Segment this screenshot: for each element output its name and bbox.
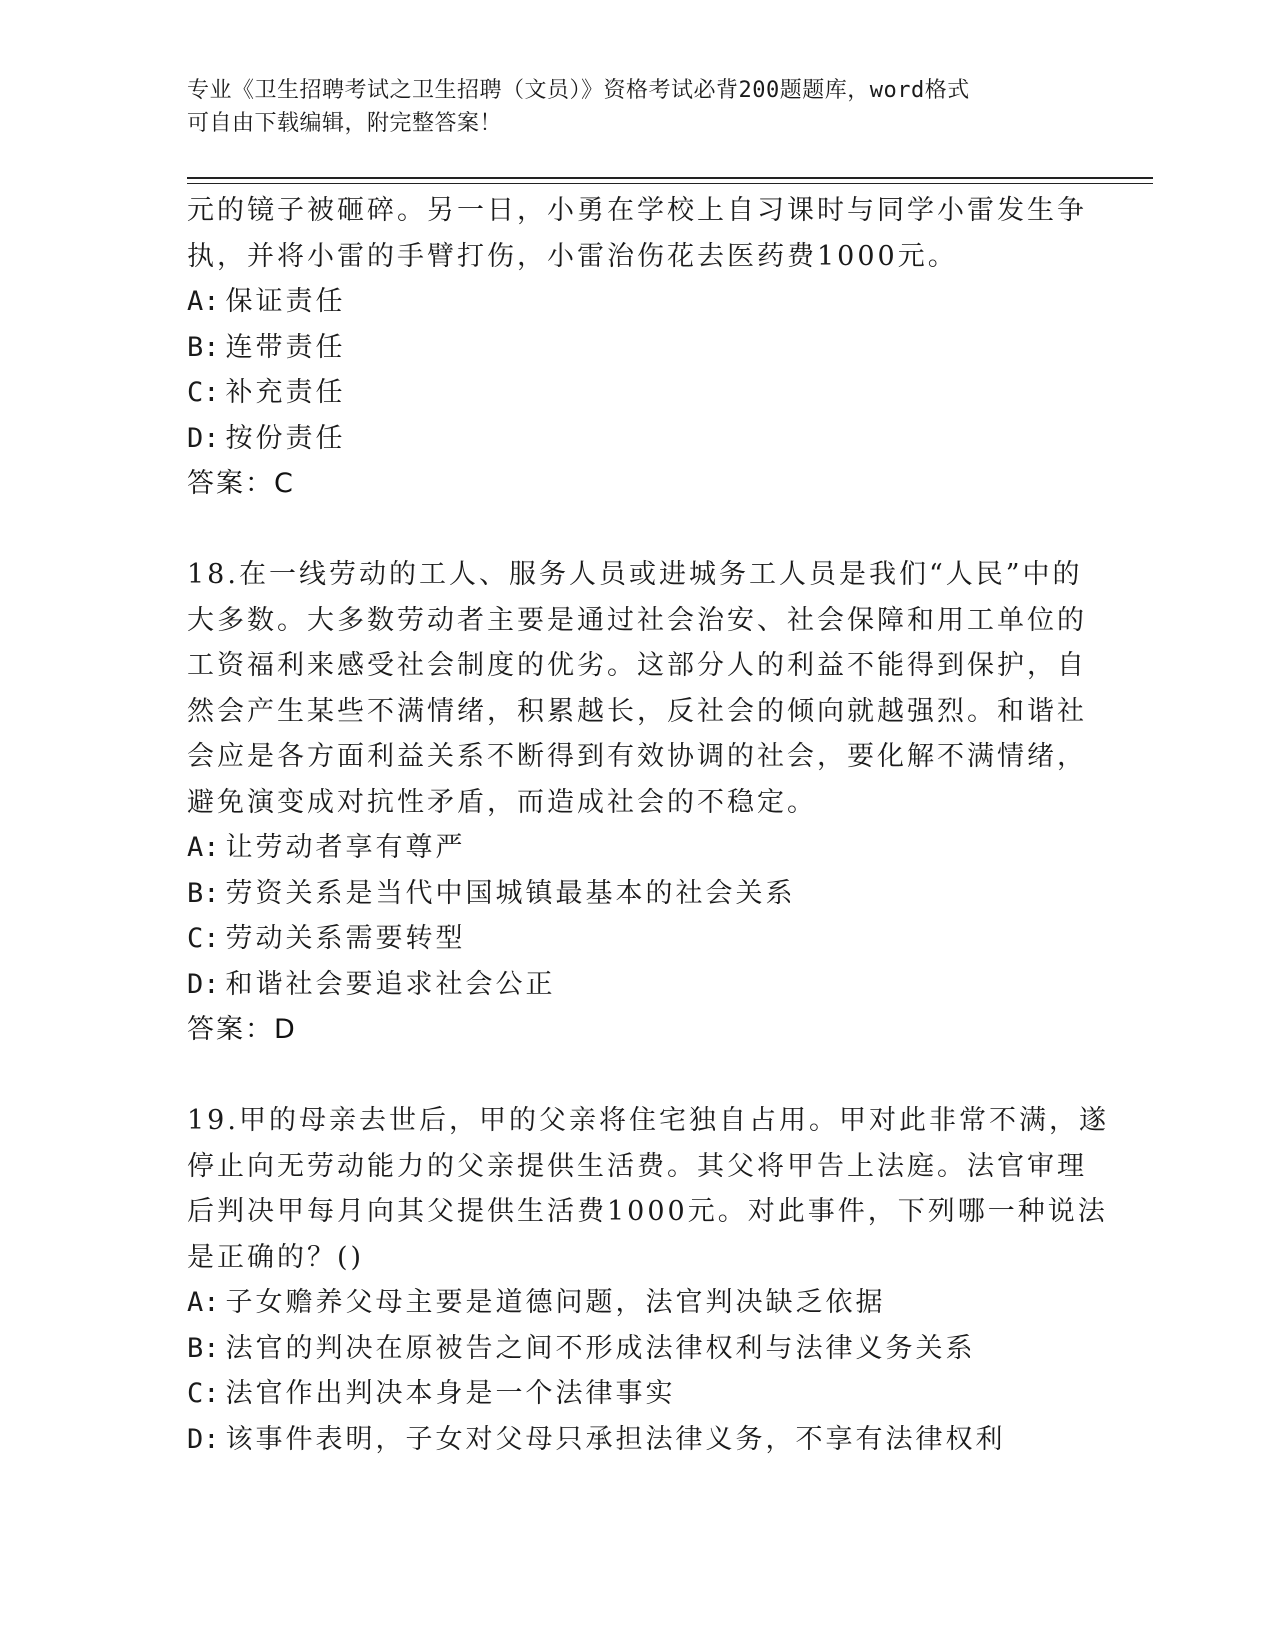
- page-header: [187, 74, 1087, 140]
- question-18: [187, 552, 1087, 1053]
- question-text-line: 执，并将小雷的手臂打伤，小雷治伤花去医药费1000元。: [187, 240, 958, 272]
- option-letter: C:: [187, 1378, 220, 1409]
- option-text: 按份责任: [225, 422, 346, 454]
- question-text-line: 然会产生某些不满情绪，积累越长，反社会的倾向就越强烈。和谐社: [187, 695, 1087, 727]
- option-text: 保证责任: [225, 286, 346, 317]
- option-b: [187, 871, 1087, 917]
- question-text-line: 是正确的？(): [187, 1241, 365, 1273]
- question-text-line: 工资福利来感受社会制度的优劣。这部分人的利益不能得到保护，自: [187, 650, 1087, 681]
- option-letter: A:: [187, 286, 220, 317]
- question-text-line: 会应是各方面利益关系不断得到有效协调的社会，要化解不满情绪，: [187, 741, 1087, 772]
- question-text-line: 后判决甲每月向其父提供生活费1000元。对此事件，下列哪一种说法: [187, 1196, 1108, 1227]
- option-text: 让劳动者享有尊严: [225, 832, 466, 863]
- option-letter: C:: [187, 923, 220, 954]
- option-text: 连带责任: [225, 331, 346, 363]
- option-text: 法官作出判决本身是一个法律事实: [225, 1378, 676, 1409]
- option-b: [187, 1326, 1087, 1372]
- option-letter: B:: [187, 1332, 220, 1364]
- option-text: 劳资关系是当代中国城镇最基本的社会关系: [225, 877, 796, 909]
- option-text: 子女赡养父母主要是道德问题，法官判决缺乏依据: [225, 1287, 886, 1318]
- option-a: [187, 1280, 1087, 1326]
- option-d: [187, 1417, 1087, 1463]
- option-d: [187, 416, 1087, 462]
- answer-line: 答案：C: [187, 468, 295, 499]
- option-letter: D:: [187, 422, 220, 454]
- question-text-line: 元的镜子被砸碎。另一日，小勇在学校上自习课时与同学小雷发生争: [187, 195, 1087, 226]
- question-17: [187, 188, 1087, 507]
- option-letter: D:: [187, 968, 220, 1000]
- option-letter: D:: [187, 1423, 220, 1455]
- option-c: [187, 1371, 1087, 1417]
- answer-line: 答案：D: [187, 1014, 297, 1045]
- header-rule-thin: [187, 183, 1153, 184]
- option-letter: B:: [187, 331, 220, 363]
- option-a: [187, 279, 1087, 325]
- header-rule-thick: [187, 177, 1153, 179]
- option-a: [187, 825, 1087, 871]
- question-text-line: 18.在一线劳动的工人、服务人员或进城务工人员是我们“人民”中的: [187, 559, 1083, 590]
- option-text: 和谐社会要追求社会公正: [225, 968, 556, 1000]
- option-d: [187, 962, 1087, 1008]
- document-body: [187, 188, 1109, 1462]
- option-letter: A:: [187, 832, 220, 863]
- header-line-2: 可自由下载编辑，附完整答案！: [187, 111, 503, 136]
- option-letter: A:: [187, 1287, 220, 1318]
- option-letter: C:: [187, 377, 220, 408]
- question-text-line: 停止向无劳动能力的父亲提供生活费。其父将甲告上法庭。法官审理: [187, 1150, 1087, 1182]
- header-line-1: 专业《卫生招聘考试之卫生招聘（文员）》资格考试必背200题题库，word格式: [187, 78, 970, 103]
- option-text: 劳动关系需要转型: [225, 923, 466, 954]
- option-c: [187, 916, 1087, 962]
- option-text: 法官的判决在原被告之间不形成法律权利与法律义务关系: [225, 1332, 976, 1364]
- option-letter: B:: [187, 877, 220, 909]
- option-c: [187, 370, 1087, 416]
- question-text-line: 避免演变成对抗性矛盾，而造成社会的不稳定。: [187, 786, 817, 818]
- question-text-line: 大多数。大多数劳动者主要是通过社会治安、社会保障和用工单位的: [187, 604, 1087, 636]
- spacer: [187, 1053, 1087, 1099]
- option-text: 该事件表明，子女对父母只承担法律义务，不享有法律权利: [225, 1423, 1006, 1455]
- question-text-line: 19.甲的母亲去世后，甲的父亲将住宅独自占用。甲对此非常不满，遂: [187, 1105, 1109, 1136]
- question-19: [187, 1098, 1109, 1462]
- option-b: [187, 325, 1087, 371]
- spacer: [187, 507, 1087, 553]
- option-text: 补充责任: [225, 377, 346, 408]
